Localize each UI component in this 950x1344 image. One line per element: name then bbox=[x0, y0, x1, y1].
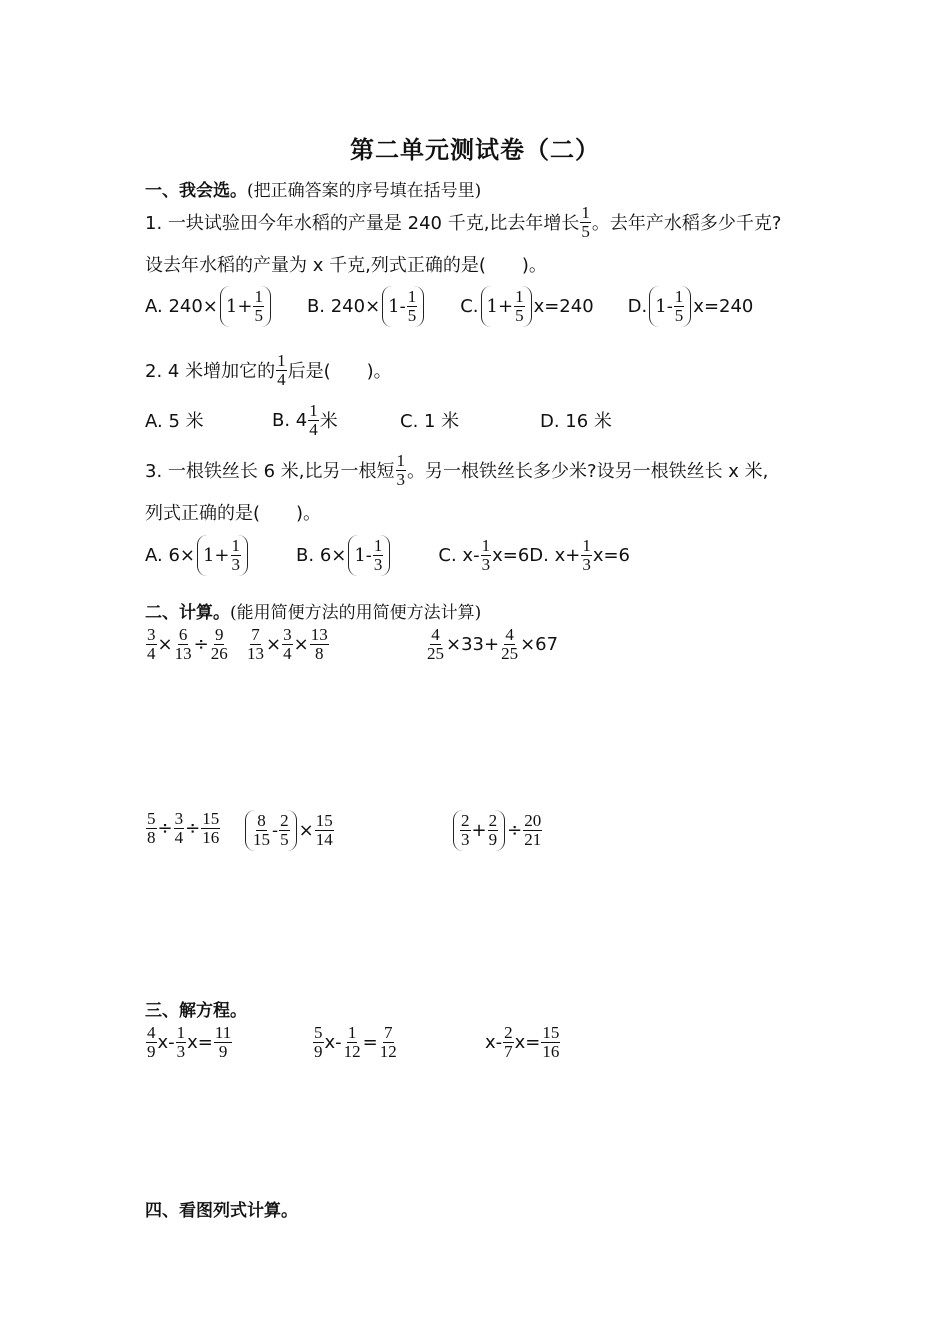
denominator: 15 bbox=[253, 829, 270, 849]
fraction bbox=[373, 537, 384, 574]
math-text: x= bbox=[187, 1031, 213, 1053]
fraction bbox=[541, 1024, 560, 1061]
fraction bbox=[252, 812, 271, 849]
numerator: 1 bbox=[254, 287, 263, 306]
q1-text-post: 。去年产水稻多少千克? bbox=[591, 213, 782, 235]
math-text: ÷ bbox=[185, 817, 201, 839]
fraction bbox=[176, 1024, 187, 1061]
heading-text: 一、我会选。 bbox=[145, 181, 247, 201]
denominator: 9 bbox=[488, 829, 498, 849]
numerator: 4 bbox=[431, 625, 440, 644]
numerator: 1 bbox=[373, 536, 383, 555]
fraction bbox=[488, 812, 499, 849]
fraction bbox=[315, 812, 334, 849]
option-d[interactable]: D. 16 米 bbox=[540, 411, 612, 433]
math-text: ÷ bbox=[157, 817, 173, 839]
numerator: 7 bbox=[384, 1023, 393, 1042]
fraction bbox=[460, 812, 471, 849]
fraction bbox=[396, 452, 407, 489]
fraction bbox=[514, 288, 525, 325]
denominator: 5 bbox=[254, 305, 263, 325]
numerator: 20 bbox=[524, 811, 542, 830]
q3-text-post: 。另一根铁丝长多少米?设另一根铁丝长 x 米, bbox=[407, 461, 769, 483]
numerator: 1 bbox=[581, 203, 590, 222]
parentheses bbox=[197, 535, 248, 576]
question-1 bbox=[145, 204, 781, 241]
denominator: 3 bbox=[396, 469, 406, 489]
fraction bbox=[214, 1024, 232, 1061]
math-text: × bbox=[157, 633, 173, 655]
denominator: 3 bbox=[582, 554, 591, 574]
q3-line2: 列式正确的是( )。 bbox=[145, 503, 322, 524]
denominator: 9 bbox=[218, 1041, 228, 1061]
heading-note: (把正确答案的序号填在括号里) bbox=[247, 181, 482, 201]
equation-1 bbox=[145, 1024, 233, 1061]
denominator: 3 bbox=[231, 554, 241, 574]
option-c[interactable] bbox=[460, 286, 593, 327]
math-text: ×67 bbox=[520, 633, 559, 655]
math-text: 1+ bbox=[225, 295, 253, 317]
option-b[interactable] bbox=[307, 286, 426, 327]
numerator: 2 bbox=[461, 811, 470, 830]
fraction bbox=[313, 1024, 324, 1061]
denominator: 25 bbox=[427, 643, 444, 663]
fraction bbox=[210, 626, 229, 663]
math-text: B. 240× bbox=[306, 295, 381, 317]
denominator: 13 bbox=[174, 643, 192, 663]
q2-options bbox=[145, 402, 612, 439]
parentheses bbox=[245, 810, 297, 851]
denominator: 14 bbox=[315, 829, 333, 849]
fraction bbox=[379, 1024, 398, 1061]
q1-options bbox=[145, 286, 753, 327]
denominator: 8 bbox=[314, 643, 324, 663]
numerator: 1 bbox=[515, 287, 524, 306]
math-text: x= bbox=[514, 1031, 541, 1053]
math-text: 1- bbox=[354, 544, 372, 566]
denominator: 16 bbox=[542, 1041, 560, 1061]
heading-note: (能用简便方法的用简便方法计算) bbox=[230, 603, 482, 623]
math-text: 米 bbox=[319, 411, 338, 433]
question-3 bbox=[145, 452, 768, 489]
fraction bbox=[276, 352, 287, 389]
math-text: B. 6× bbox=[296, 544, 347, 566]
fraction bbox=[503, 1024, 514, 1061]
calc-expr-6 bbox=[451, 810, 543, 851]
math-text: 1+ bbox=[202, 544, 230, 566]
option-c[interactable]: C. 1 米 bbox=[400, 411, 460, 433]
fraction bbox=[146, 626, 157, 663]
section-4-heading: 四、看图列式计算。 bbox=[145, 1201, 298, 1221]
q1-text: 1. 一块试验田今年水稻的产量是 240 千克,比去年增长 bbox=[145, 213, 580, 235]
denominator: 4 bbox=[147, 643, 156, 663]
numerator: 5 bbox=[314, 1023, 323, 1042]
denominator: 5 bbox=[407, 305, 417, 325]
parentheses bbox=[481, 286, 532, 327]
numerator: 2 bbox=[280, 811, 289, 830]
fraction bbox=[201, 810, 220, 847]
math-text: - bbox=[272, 819, 279, 841]
math-text: A. 240× bbox=[145, 295, 218, 317]
fraction bbox=[146, 1024, 157, 1061]
math-text: B. 4 bbox=[272, 409, 308, 431]
heading-text: 二、计算。 bbox=[145, 603, 230, 623]
denominator: 25 bbox=[501, 643, 519, 663]
numerator: 1 bbox=[407, 287, 417, 306]
numerator: 1 bbox=[674, 287, 684, 306]
denominator: 16 bbox=[202, 827, 220, 847]
numerator: 1 bbox=[481, 536, 491, 555]
math-text: x=6D. x+ bbox=[492, 544, 581, 566]
denominator: 3 bbox=[481, 554, 491, 574]
math-text: x=6 bbox=[592, 544, 630, 566]
calc-expr-5 bbox=[243, 810, 335, 851]
fraction bbox=[581, 537, 592, 574]
numerator: 3 bbox=[283, 625, 292, 644]
fraction bbox=[308, 402, 319, 439]
fraction bbox=[523, 812, 542, 849]
numerator: 9 bbox=[214, 625, 224, 644]
numerator: 1 bbox=[347, 1023, 357, 1042]
fraction bbox=[580, 204, 591, 241]
numerator: 1 bbox=[396, 451, 406, 470]
denominator: 4 bbox=[174, 827, 184, 847]
fraction bbox=[282, 626, 293, 663]
option-a[interactable] bbox=[145, 535, 250, 576]
math-text: x- bbox=[157, 1031, 175, 1053]
math-text: 1- bbox=[655, 295, 673, 317]
denominator: 4 bbox=[277, 369, 286, 389]
q3-options bbox=[145, 535, 630, 576]
math-text: A. 6× bbox=[145, 544, 195, 566]
fraction bbox=[231, 537, 242, 574]
option-b[interactable] bbox=[296, 535, 392, 576]
denominator: 12 bbox=[343, 1041, 361, 1061]
math-text: × bbox=[298, 819, 314, 841]
numerator: 7 bbox=[251, 625, 260, 644]
option-c-d[interactable] bbox=[438, 537, 630, 574]
calc-expr-2 bbox=[245, 626, 330, 663]
fraction bbox=[279, 812, 290, 849]
section-2-heading bbox=[145, 598, 481, 623]
option-a[interactable]: A. 5 米 bbox=[145, 411, 204, 433]
numerator: 1 bbox=[582, 536, 591, 555]
fraction bbox=[174, 810, 185, 847]
denominator: 12 bbox=[379, 1041, 397, 1061]
denominator: 3 bbox=[461, 829, 470, 849]
option-a[interactable] bbox=[145, 286, 273, 327]
denominator: 5 bbox=[581, 221, 590, 241]
numerator: 15 bbox=[315, 811, 333, 830]
math-text: ÷ bbox=[193, 633, 209, 655]
numerator: 1 bbox=[277, 351, 286, 370]
math-text: x- bbox=[485, 1031, 503, 1053]
parentheses bbox=[453, 810, 505, 851]
denominator: 4 bbox=[283, 643, 292, 663]
math-text: × bbox=[266, 633, 282, 655]
math-text: 1- bbox=[388, 295, 406, 317]
denominator: 26 bbox=[210, 643, 228, 663]
parentheses bbox=[348, 535, 390, 576]
denominator: 9 bbox=[147, 1041, 156, 1061]
equation-2 bbox=[312, 1024, 399, 1061]
parentheses bbox=[220, 286, 271, 327]
math-text: 1+ bbox=[486, 295, 514, 317]
fraction bbox=[500, 626, 519, 663]
fraction bbox=[146, 810, 157, 847]
numerator: 6 bbox=[178, 625, 188, 644]
math-text: x=240 bbox=[533, 295, 594, 317]
denominator: 5 bbox=[674, 305, 684, 325]
math-text: + bbox=[471, 819, 487, 841]
math-text: = bbox=[362, 1031, 378, 1053]
numerator: 11 bbox=[214, 1023, 232, 1042]
numerator: 15 bbox=[542, 1023, 560, 1042]
denominator: 3 bbox=[373, 554, 383, 574]
calc-expr-1 bbox=[145, 626, 230, 663]
q1-line2: 设去年水稻的产量为 x 千克,列式正确的是( )。 bbox=[145, 255, 547, 276]
math-text: C. bbox=[460, 295, 479, 317]
math-text: x=240 bbox=[693, 295, 754, 317]
numerator: 15 bbox=[202, 809, 220, 828]
fraction bbox=[310, 626, 329, 663]
math-text: ×33+ bbox=[446, 633, 500, 655]
denominator: 9 bbox=[314, 1041, 323, 1061]
numerator: 5 bbox=[147, 809, 156, 828]
fraction bbox=[253, 288, 264, 325]
math-text: × bbox=[293, 633, 309, 655]
option-b[interactable] bbox=[272, 402, 400, 439]
option-d[interactable] bbox=[628, 286, 754, 327]
parentheses bbox=[382, 286, 424, 327]
fraction bbox=[426, 626, 445, 663]
section-1-heading bbox=[145, 176, 481, 201]
calc-expr-3 bbox=[425, 626, 558, 663]
numerator: 13 bbox=[310, 625, 328, 644]
denominator: 8 bbox=[147, 827, 156, 847]
fraction bbox=[407, 288, 418, 325]
q2-text: 2. 4 米增加它的 bbox=[145, 361, 276, 383]
fraction bbox=[174, 626, 193, 663]
numerator: 4 bbox=[505, 625, 514, 644]
numerator: 2 bbox=[488, 811, 498, 830]
numerator: 3 bbox=[174, 809, 184, 828]
denominator: 21 bbox=[524, 829, 542, 849]
numerator: 1 bbox=[309, 401, 318, 420]
equation-3 bbox=[485, 1024, 561, 1061]
denominator: 3 bbox=[176, 1041, 186, 1061]
parentheses bbox=[649, 286, 691, 327]
section-3-heading: 三、解方程。 bbox=[145, 1001, 247, 1021]
calc-expr-4 bbox=[145, 810, 221, 847]
numerator: 3 bbox=[147, 625, 156, 644]
q3-text: 3. 一根铁丝长 6 米,比另一根短 bbox=[145, 461, 395, 483]
denominator: 5 bbox=[280, 829, 289, 849]
numerator: 1 bbox=[231, 536, 241, 555]
denominator: 5 bbox=[515, 305, 524, 325]
fraction bbox=[481, 537, 492, 574]
numerator: 1 bbox=[176, 1023, 186, 1042]
numerator: 2 bbox=[504, 1023, 513, 1042]
math-text: D. bbox=[627, 295, 648, 317]
math-text: x- bbox=[324, 1031, 342, 1053]
fraction bbox=[246, 626, 265, 663]
math-text: C. x- bbox=[438, 544, 480, 566]
denominator: 7 bbox=[504, 1041, 513, 1061]
numerator: 4 bbox=[147, 1023, 156, 1042]
numerator: 8 bbox=[257, 811, 266, 830]
denominator: 13 bbox=[247, 643, 264, 663]
fraction bbox=[343, 1024, 362, 1061]
denominator: 4 bbox=[309, 419, 318, 439]
q2-text-post: 后是( )。 bbox=[287, 361, 392, 383]
page-title: 第二单元测试卷（二） bbox=[350, 135, 600, 164]
fraction bbox=[674, 288, 685, 325]
question-2 bbox=[145, 352, 392, 389]
math-text: ÷ bbox=[507, 819, 523, 841]
